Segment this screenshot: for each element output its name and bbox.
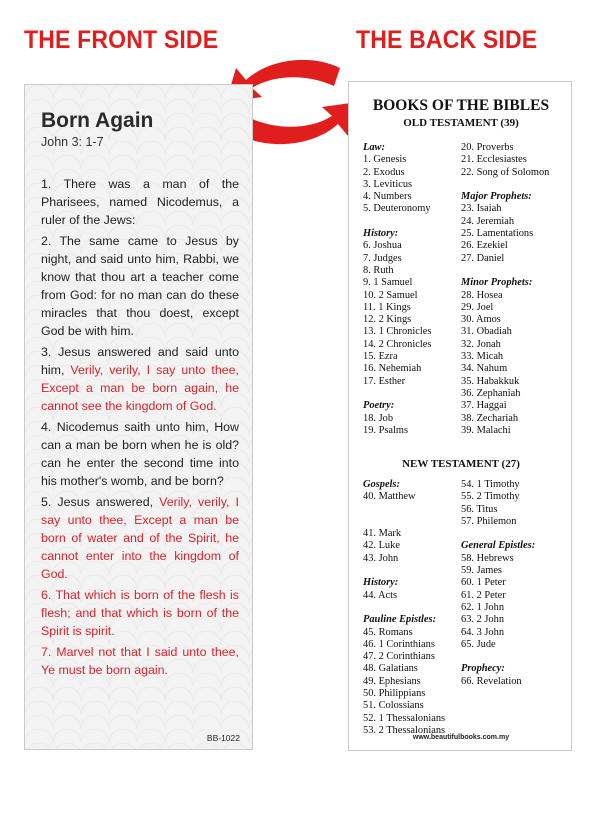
spacer: [461, 179, 549, 191]
book-name: 33. Micah: [461, 351, 504, 363]
book-name: 44. Acts: [363, 589, 398, 601]
book-name: 42. Luke: [363, 540, 400, 552]
front-side-heading: THE FRONT SIDE: [24, 26, 219, 54]
spacer: [461, 265, 549, 277]
spacer: [363, 388, 431, 400]
verse-words-of-jesus: 7. Marvel not that I said unto thee, Ye must be born again.: [41, 645, 239, 677]
book-name: 12. 2 Kings: [363, 314, 412, 326]
book-name: 26. Ezekiel: [461, 240, 508, 252]
category-heading: General Epistles:: [461, 540, 536, 552]
book-name: 59. James: [461, 565, 502, 577]
book-name: 36. Zephaniah: [461, 387, 521, 399]
book-name: 4. Numbers: [363, 191, 412, 203]
book-name: 58. Hebrews: [461, 552, 514, 564]
book-name: 7. Judges: [363, 252, 402, 264]
book-name: 43. John: [363, 552, 399, 564]
verse-text: 2. The same came to Jesus by night, and said unto him, Rabbi, we know that thou art a teacher come from God: for no man can do these miracles that thou doest, except God be with him.: [41, 234, 239, 338]
book-name: 17. Esther: [363, 375, 406, 387]
category-heading: Prophecy:: [461, 663, 505, 675]
spacer: [363, 516, 445, 528]
verse-text: 3. Jesus answered and said unto him,: [41, 345, 239, 377]
book-name: 50. Philippians: [363, 688, 426, 700]
verse: [41, 493, 239, 583]
verse-list: [41, 175, 239, 682]
book-name: 47. 2 Corinthians: [363, 651, 435, 663]
book-name: 65. Jude: [461, 638, 496, 650]
book-name: 63. 2 John: [461, 614, 505, 626]
verse-words-of-jesus: 6. That which is born of the flesh is flesh; and that which is born of the Spirit is spirit.: [41, 588, 239, 638]
book-name: 46. 1 Corinthians: [363, 638, 435, 650]
book-name: 19. Psalms: [363, 424, 409, 436]
product-code: BB-1022: [206, 733, 240, 743]
book-name: 35. Habakkuk: [461, 375, 520, 387]
spacer: [363, 565, 445, 577]
spacer: [363, 216, 431, 228]
category-heading: Poetry:: [363, 400, 395, 412]
book-name: 24. Jeremiah: [461, 215, 515, 227]
book-name: 11. 1 Kings: [363, 301, 411, 313]
book-name: 41. Mark: [363, 528, 402, 540]
book-name: 25. Lamentations: [461, 228, 534, 240]
arrow-to-back-icon: [242, 102, 358, 144]
verse: [41, 175, 239, 229]
category-heading: Major Prophets:: [461, 191, 532, 203]
book-name: 28. Hosea: [461, 289, 503, 301]
verse: [41, 586, 239, 640]
book-name: 37. Haggai: [461, 400, 507, 412]
old-testament-left-column: [363, 142, 431, 437]
book-name: 64. 3 John: [461, 626, 505, 638]
book-name: 38. Zechariah: [461, 412, 519, 424]
book-name: 55. 2 Timothy: [461, 491, 520, 503]
book-name: 57. Philemon: [461, 515, 517, 527]
verse-words-of-jesus: Verily, verily, I say unto thee, Except a man be born of water and of the Spirit, he cannot enter into the kingdom of God.: [41, 495, 239, 581]
book-name: 6. Joshua: [363, 240, 402, 252]
book-name: 1. Genesis: [363, 154, 407, 166]
book-name: 39. Malachi: [461, 424, 511, 436]
books-title: BOOKS OF THE BIBLES: [372, 97, 550, 114]
book-name: 32. Jonah: [461, 338, 501, 350]
new-testament-left-column: [363, 479, 445, 737]
back-side-heading: THE BACK SIDE: [356, 26, 538, 54]
book-name: 5. Deuteronomy: [363, 203, 431, 215]
spacer: [461, 651, 535, 663]
book-name: 61. 2 Peter: [461, 589, 506, 601]
book-name: 31. Obadiah: [461, 326, 512, 338]
front-title: Born Again: [41, 109, 154, 132]
book-name: 13. 1 Chronicles: [363, 326, 432, 338]
spacer: [461, 528, 535, 540]
scripture-reference: John 3: 1-7: [41, 135, 104, 149]
verse: [41, 643, 239, 679]
category-heading: Pauline Epistles:: [363, 614, 437, 626]
book-name: 18. Job: [363, 412, 394, 424]
spacer: [363, 602, 445, 614]
website-url: www.beautifulbooks.com.my: [412, 734, 510, 741]
verse: [41, 343, 239, 415]
book-name: 2. Exodus: [363, 166, 405, 178]
verse: [41, 418, 239, 490]
book-name: 22. Song of Solomon: [461, 166, 550, 178]
book-name: 8. Ruth: [363, 264, 394, 276]
book-name: 3. Leviticus: [363, 178, 413, 190]
book-name: 40. Matthew: [363, 491, 416, 503]
book-name: 23. Isaiah: [461, 203, 502, 215]
book-name: 60. 1 Peter: [461, 577, 506, 589]
verse-text: 1. There was a man of the Pharisees, named Nicodemus, a ruler of the Jews:: [41, 177, 239, 227]
category-heading: History:: [363, 577, 399, 589]
new-testament-heading: NEW TESTAMENT (27): [402, 458, 520, 470]
book-name: 20. Proverbs: [461, 142, 514, 153]
category-heading: Law:: [363, 142, 385, 153]
verse-text: 5. Jesus answered,: [41, 495, 160, 509]
book-name: 21. Ecclesiastes: [461, 154, 527, 166]
book-name: 9. 1 Samuel: [363, 277, 413, 289]
verse: [41, 232, 239, 340]
book-name: 62. 1 John: [461, 601, 505, 613]
category-heading: History:: [363, 228, 399, 240]
book-name: 48. Galatians: [363, 663, 418, 675]
old-testament-heading: OLD TESTAMENT (39): [403, 117, 519, 129]
book-name: 53. 2 Thessalonians: [363, 724, 446, 736]
book-name: 16. Nehemiah: [363, 363, 422, 375]
bookmark-front-card: [24, 84, 253, 750]
book-name: 51. Colossians: [363, 700, 424, 712]
book-name: 66. Revelation: [461, 675, 522, 687]
book-name: 49. Ephesians: [363, 675, 421, 687]
book-name: 30. Amos: [461, 314, 501, 326]
book-name: 52. 1 Thessalonians: [363, 712, 446, 724]
book-name: 15. Ezra: [363, 351, 398, 363]
old-testament-right-column: [461, 142, 549, 437]
book-name: 10. 2 Samuel: [363, 289, 418, 301]
book-name: 56. Titus: [461, 503, 498, 515]
spacer: [363, 504, 445, 516]
category-heading: Gospels:: [363, 479, 400, 490]
book-name: 14. 2 Chronicles: [363, 338, 432, 350]
book-name: 29. Joel: [461, 301, 494, 313]
category-heading: Minor Prophets:: [461, 277, 533, 289]
verse-text: 4. Nicodemus saith unto him, How can a man be born when he is old? can he enter the second time into his mother's womb, and be born?: [41, 420, 239, 488]
book-name: 54. 1 Timothy: [461, 479, 520, 490]
book-name: 27. Daniel: [461, 252, 505, 264]
book-name: 45. Romans: [363, 626, 413, 638]
new-testament-right-column: [461, 479, 535, 688]
verse-words-of-jesus: Verily, verily, I say unto thee, Except a man be born again, he cannot see the kingdom of God.: [41, 363, 239, 413]
bookmark-back-card: [348, 81, 572, 751]
book-name: 34. Nahum: [461, 363, 508, 375]
